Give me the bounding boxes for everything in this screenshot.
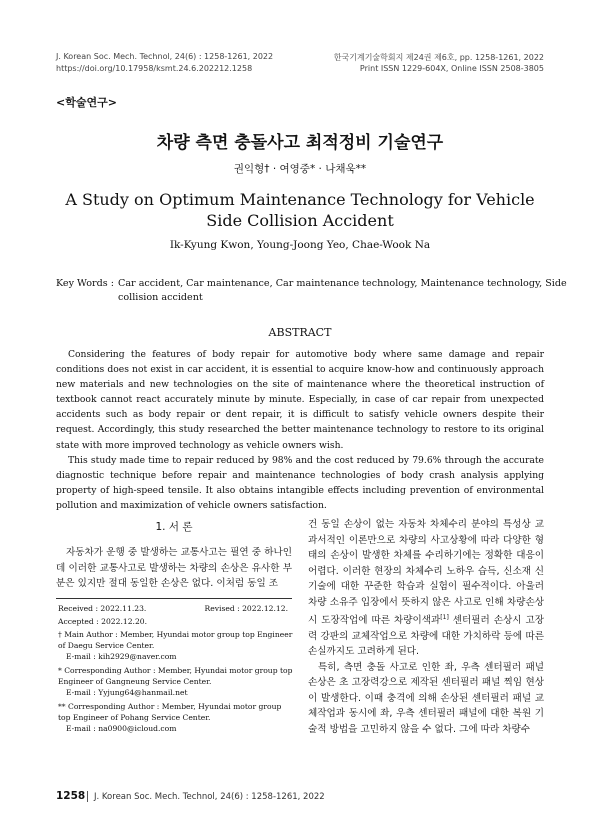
abstract-paragraph-1: Considering the features of body repair for automotive body where same damage and repair conditions does not exist in car accident, it is essential to acquire know-how and continuously approach new materials and new technologies on the site of maintenance where the theoretical instruction of textbook cannot react accurately minute by minute. Especially, in case of car repair from unexpected accidents such as body repair or dent repair, it is difficult to satisfy vehicle owners despite their request. Accordingly, this study researched the better maintenance technology to restore to its original state with more improved technology as vehicle owners wish.	[56, 349, 544, 451]
revised-date: Revised : 2022.12.12.	[204, 604, 288, 613]
page-number: 1258	[56, 790, 86, 802]
corresponding-author-2-email[interactable]: E-mail : na0900@icloud.com	[66, 724, 177, 733]
title-english-line2: Side Collision Accident	[206, 211, 394, 230]
journal-citation-ko: 한국기계기술학회지 제24권 제6호, pp. 1258-1261, 2022	[333, 53, 544, 62]
intro-right-p1-tail: 센터필러 손상시 고장력 강판의 교체작업으로 차량에 대한 가치하락 등에 따른 손실까지도 고려하게 된다.	[308, 615, 544, 658]
intro-right-p1-text: 건 동일 손상이 없는 자동차 차체수리 분야의 특성상 교과서적인 이론만으로 차량의 사고상황에 따라 다양한 형태의 손상이 발생한 차체를 수리하기에는 정확한 대응이 어렵다. 이러한 현장의 차체수리 노하우 습득, 신소재 신기술에 대한 꾸준한 학습과 실험이 필수적이다. 아울러 차량 소유주 입장에서 뜻하지 않은 사고로 인해 차량손상시 도장작업에 따른 차량이색과	[308, 519, 544, 627]
doi-link[interactable]: https://doi.org/10.17958/ksmt.24.6.202212.1258	[56, 64, 253, 73]
corresponding-author-1: * Corresponding Author : Member, Hyundai motor group top Engineer of Gangneung Service Center.	[58, 666, 293, 686]
authors-korean: 권익형† · 여영중* · 나채욱**	[233, 163, 367, 175]
intro-right-paragraph-1	[308, 517, 544, 660]
intro-right-paragraph-2: 특히, 측면 충돌 사고로 인한 좌, 우측 센터필러 패널 손상은 초 고장력강으로 제작된 센터필러 패널 찍임 현상이 발생한다. 이때 충격에 의해 손상된 센터필러 패널 교체작업과 동시에 좌, 우측 센터필러 패널에 대한 복원 기술적 방법을 고민하지 않을 수 없다. 그에 따라 차량수	[308, 661, 544, 735]
intro-right-column	[308, 517, 544, 737]
corresponding-author-1-email[interactable]: E-mail : Yyjung64@hanmail.net	[66, 688, 188, 697]
keywords-label: Key Words :	[56, 278, 114, 289]
authors-english: Ik-Kyung Kwon, Young-Joong Yeo, Chae-Wook Na	[169, 239, 431, 251]
abstract-body	[56, 347, 544, 513]
intro-left-text: 자동차가 운행 중 발생하는 교통사고는 필연 중 하나인데 이러한 교통사고로 발생하는 차량의 손상은 유사한 부분은 있지만 절대 동일한 손상은 없다. 이처럼 동일 조	[56, 547, 292, 589]
keywords-line2: collision accident	[118, 292, 203, 303]
accepted-date: Accepted : 2022.12.20.	[58, 617, 148, 626]
journal-citation: J. Korean Soc. Mech. Technol, 24(6) : 1258-1261, 2022	[56, 52, 274, 61]
abstract-heading: ABSTRACT	[268, 326, 332, 339]
abstract-paragraph-2: This study made time to repair reduced by 98% and the cost reduced by 79.6% through the accurate diagnostic technique before repair and maintenance technologies of body crash analysis applying property of high-speed tensile. It also obtains intangible effects including prevention of environmental pollution and maximization of vehicle owners satisfaction.	[56, 454, 544, 511]
citation-ref-1[interactable]: [1]	[440, 614, 449, 621]
corresponding-author-2: ** Corresponding Author : Member, Hyundai motor group top Engineer of Pohang Service Center.	[58, 702, 282, 722]
title-korean: 차량 측면 충돌사고 최적정비 기술연구	[156, 133, 444, 153]
keywords-line1: Car accident, Car maintenance, Car maintenance technology, Maintenance technology, Side	[118, 278, 567, 289]
title-english-line1: A Study on Optimum Maintenance Technology for Vehicle	[65, 190, 535, 209]
main-author-email[interactable]: E-mail : kih2929@naver.com	[66, 652, 177, 661]
footer-divider	[87, 791, 88, 802]
received-date: Received : 2022.11.23.	[58, 604, 147, 613]
footer-journal-ref: J. Korean Soc. Mech. Technol, 24(6) : 1258-1261, 2022	[94, 792, 325, 802]
section-tag: <학술연구>	[56, 96, 117, 109]
footnote-divider	[56, 598, 292, 599]
main-author-note: † Main Author : Member, Hyundai motor group top Engineer of Daegu Service Center.	[58, 630, 293, 650]
intro-heading: 1. 서 론	[155, 521, 193, 533]
issn-info: Print ISSN 1229-604X, Online ISSN 2508-3805	[359, 64, 544, 73]
